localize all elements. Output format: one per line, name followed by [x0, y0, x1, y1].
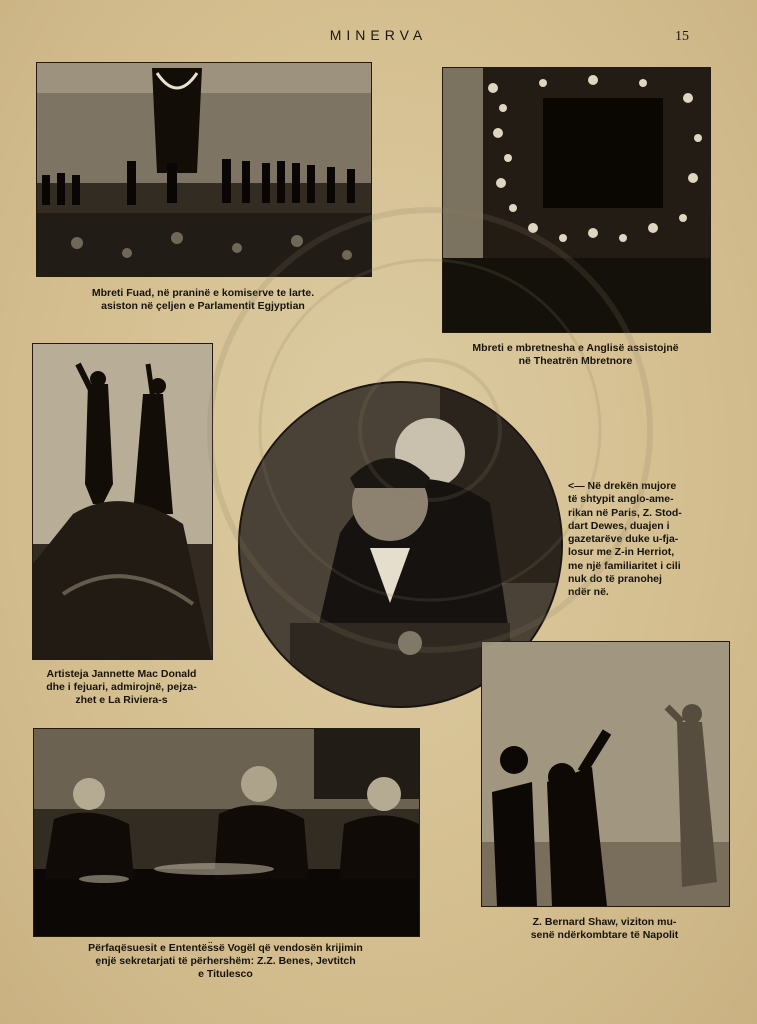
photo-bernard-shaw: [481, 641, 730, 907]
caption-royal-theatre: Mbreti e mbretnesha e Anglisë assistojnë në Theatrën Mbretnore: [472, 342, 679, 367]
caption-bernard-shaw: Z. Bernard Shaw, viziton mu- senë ndërkombtare të Napolit: [530, 916, 679, 941]
photo-egyptian-parliament: [36, 62, 372, 277]
caption-jannette-mac-donald: Artisteja Jannette Mac Donald dhe i fejuari, admirojnë, pejza- zhet e La Riviera-s: [46, 668, 197, 706]
photo-jannette-mac-donald: [32, 343, 213, 660]
photo-royal-theatre: [442, 67, 711, 333]
photo-little-entente: [33, 728, 420, 937]
magazine-title: MINERVA: [329, 27, 428, 43]
caption-egyptian-parliament: Mbreti Fuad, në praninë e komiserve te larte. asiston në çeljen e Parlamentit Egjyptian: [91, 287, 315, 312]
page-number: 15: [675, 29, 689, 44]
side-caption-press-lunch: <— Në drekën mujore të shtypit anglo-ame- rikan në Paris, Z. Stod- dart Dewes, duajen i gazetarëve duke u-fja- losur me Z-in Herriot, me një familiaritet i cili nuk do të pranohej ndër në.: [568, 480, 682, 599]
caption-little-entente: Përfaqësuesit e Ententës̈së Vogël që vendosën krijimin e̱një sekretarjati të përhershëm: Z.Z. Benes, Jevtitch e Titulesco: [88, 942, 363, 980]
